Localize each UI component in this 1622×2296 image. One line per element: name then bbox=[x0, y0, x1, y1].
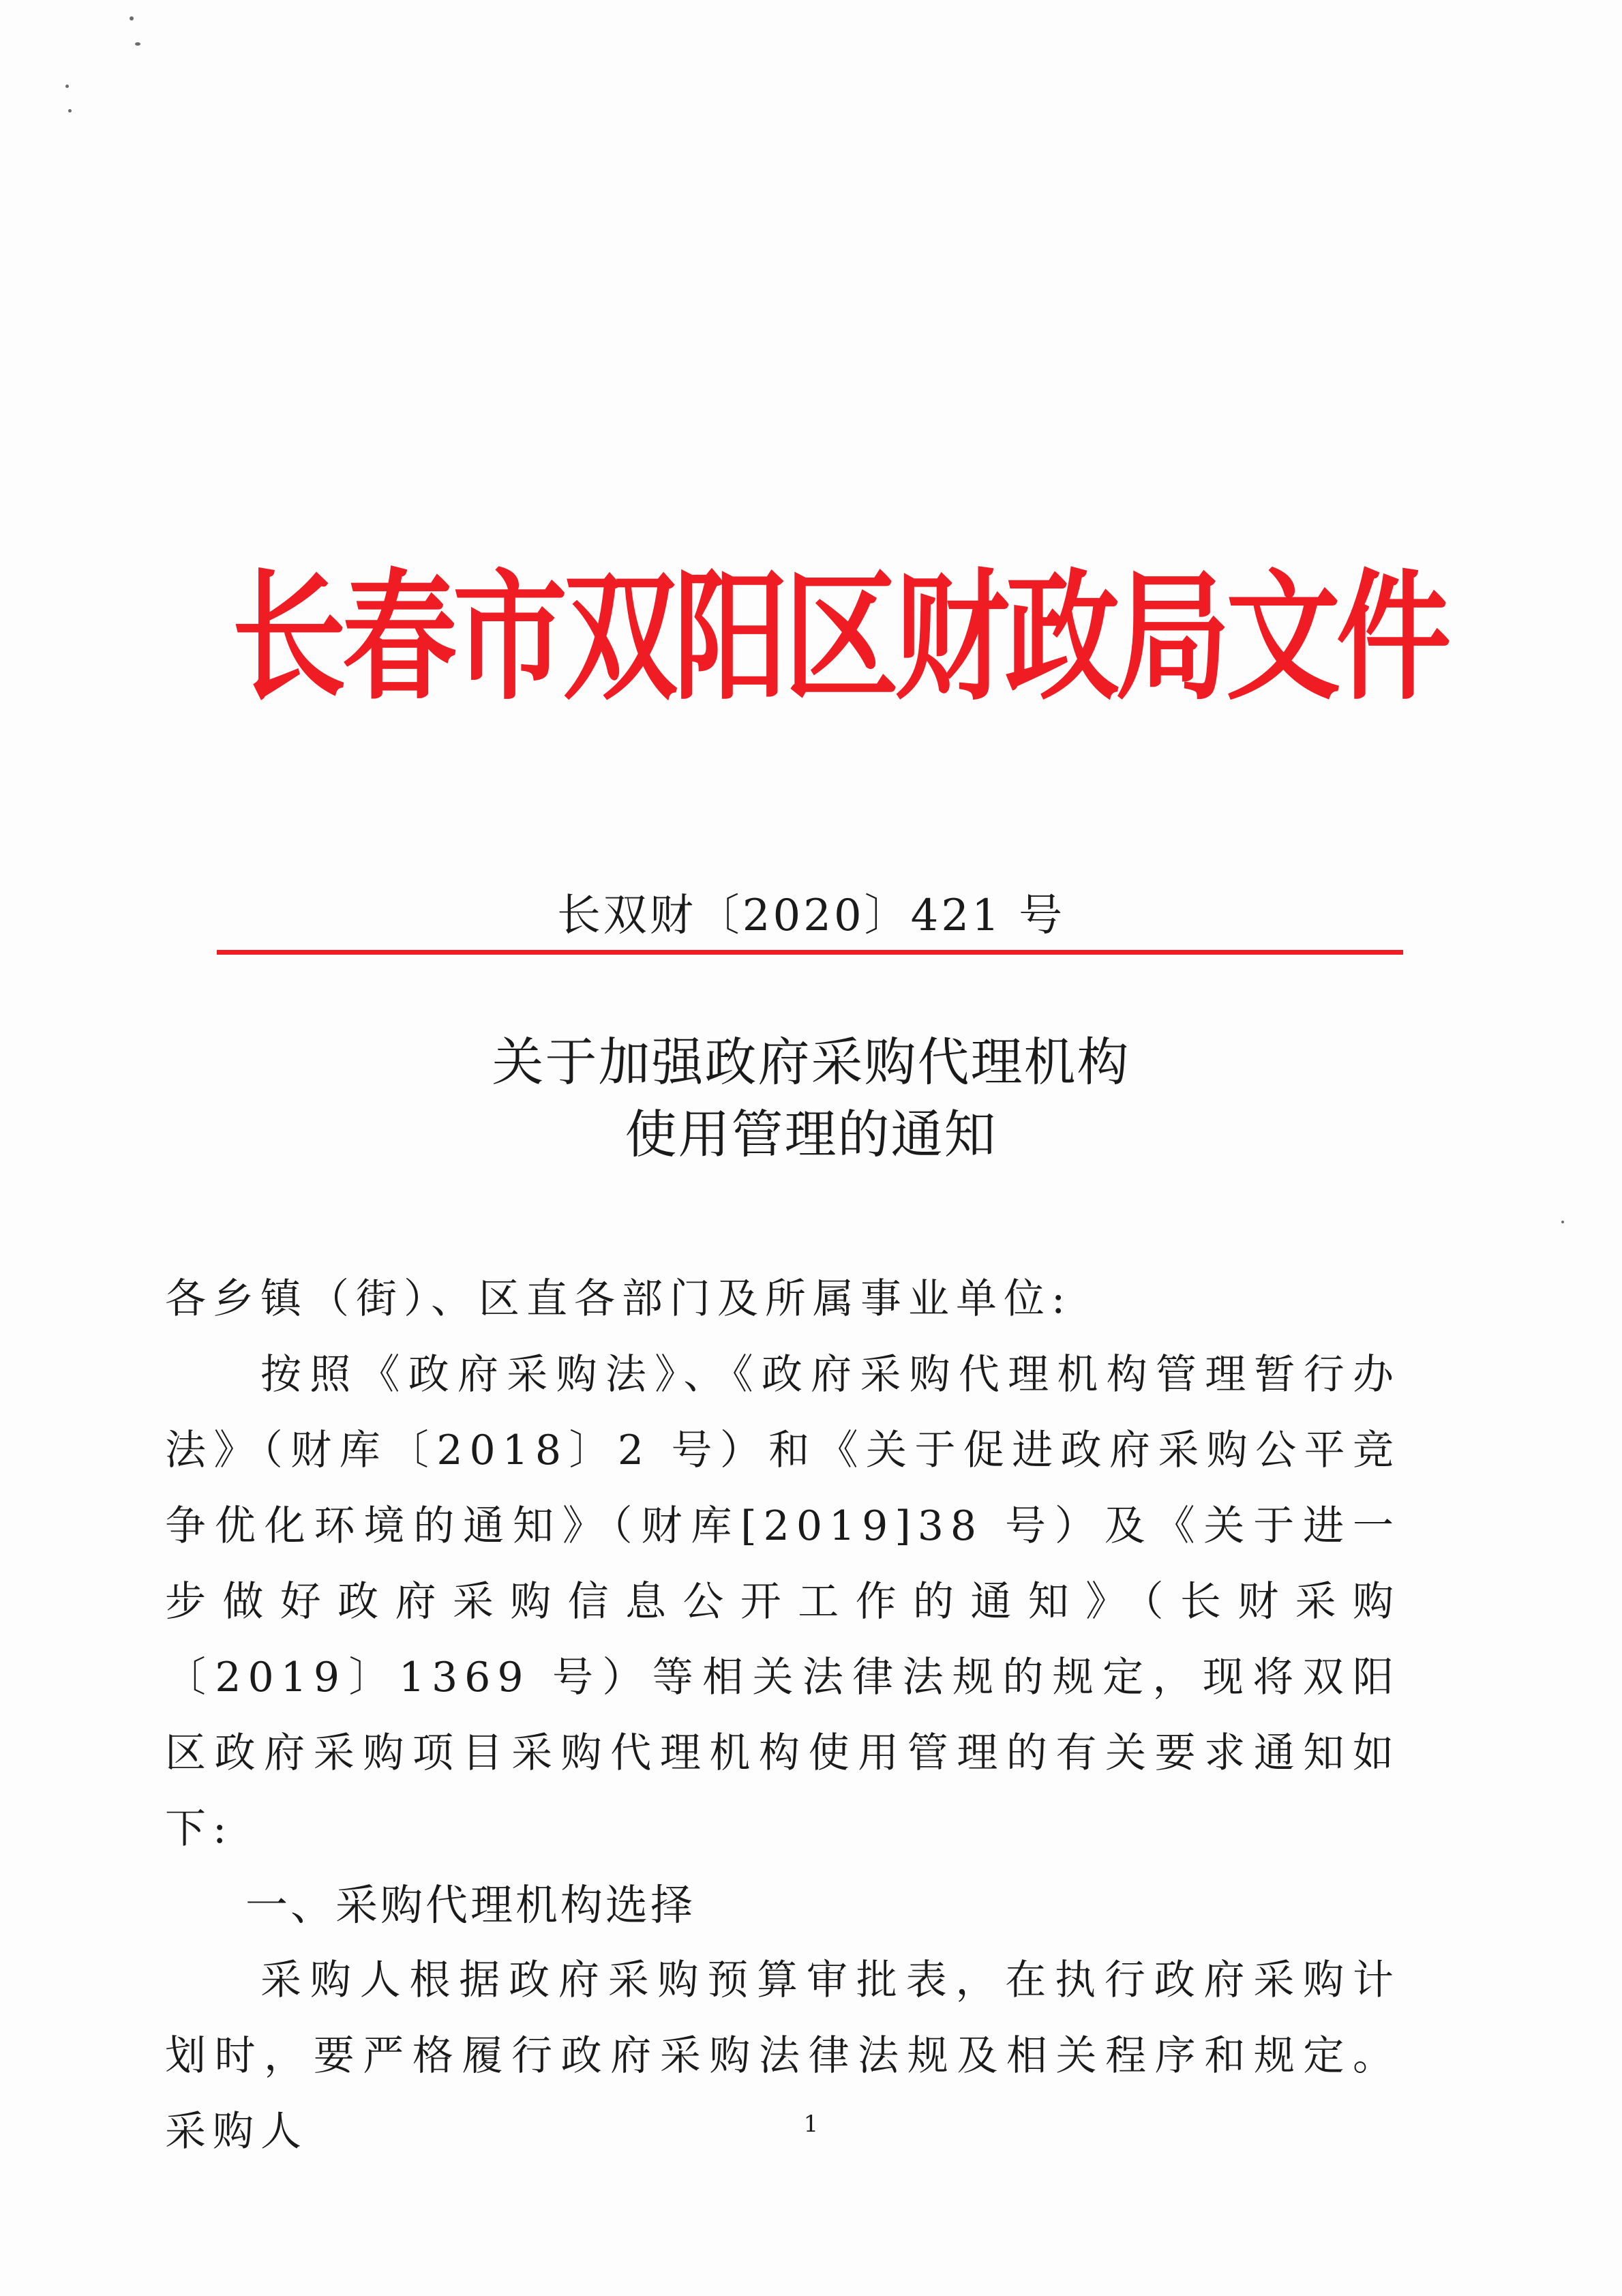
scan-speck bbox=[68, 109, 72, 113]
notice-title bbox=[0, 1026, 1622, 1171]
document-body bbox=[165, 1262, 1400, 2170]
red-separator-line bbox=[217, 950, 1403, 955]
notice-title-line-2: 使用管理的通知 bbox=[625, 1104, 997, 1165]
issuer-header: 长春市双阳区财政局文件 bbox=[232, 556, 1447, 719]
document-number: 长双财〔2020〕421 号 bbox=[556, 891, 1066, 941]
section-heading: 一、采购代理机构选择 bbox=[245, 1880, 696, 1930]
salutation: 各乡镇（街）、区直各部门及所属事业单位: bbox=[165, 1275, 1072, 1323]
paragraph-intro: 按照《政府采购法》、《政府采购代理机构管理暂行办法》（财库〔2018〕2 号）和《关于促进政府采购公平竞争优化环境的通知》（财库[2019]38 号）及《关于进一步做好政府采购信息公开工作的通知》（长财采购〔2019〕1369 号）等相关法律法规的规定，现将双阳区政府采购项目采购代理机构使用管理的有关要求通知如下: bbox=[165, 1351, 1400, 1853]
page-number: 1 bbox=[803, 2111, 819, 2138]
scan-speck bbox=[135, 42, 140, 46]
scan-speck bbox=[65, 85, 69, 88]
paragraph-body: 采购人根据政府采购预算审批表，在执行政府采购计划时，要严格履行政府采购法律法规及相关程序和规定。采购人 bbox=[165, 1956, 1400, 2156]
notice-title-line-1: 关于加强政府采购代理机构 bbox=[492, 1032, 1130, 1092]
scan-speck bbox=[130, 16, 134, 20]
scan-speck bbox=[1561, 1221, 1564, 1223]
